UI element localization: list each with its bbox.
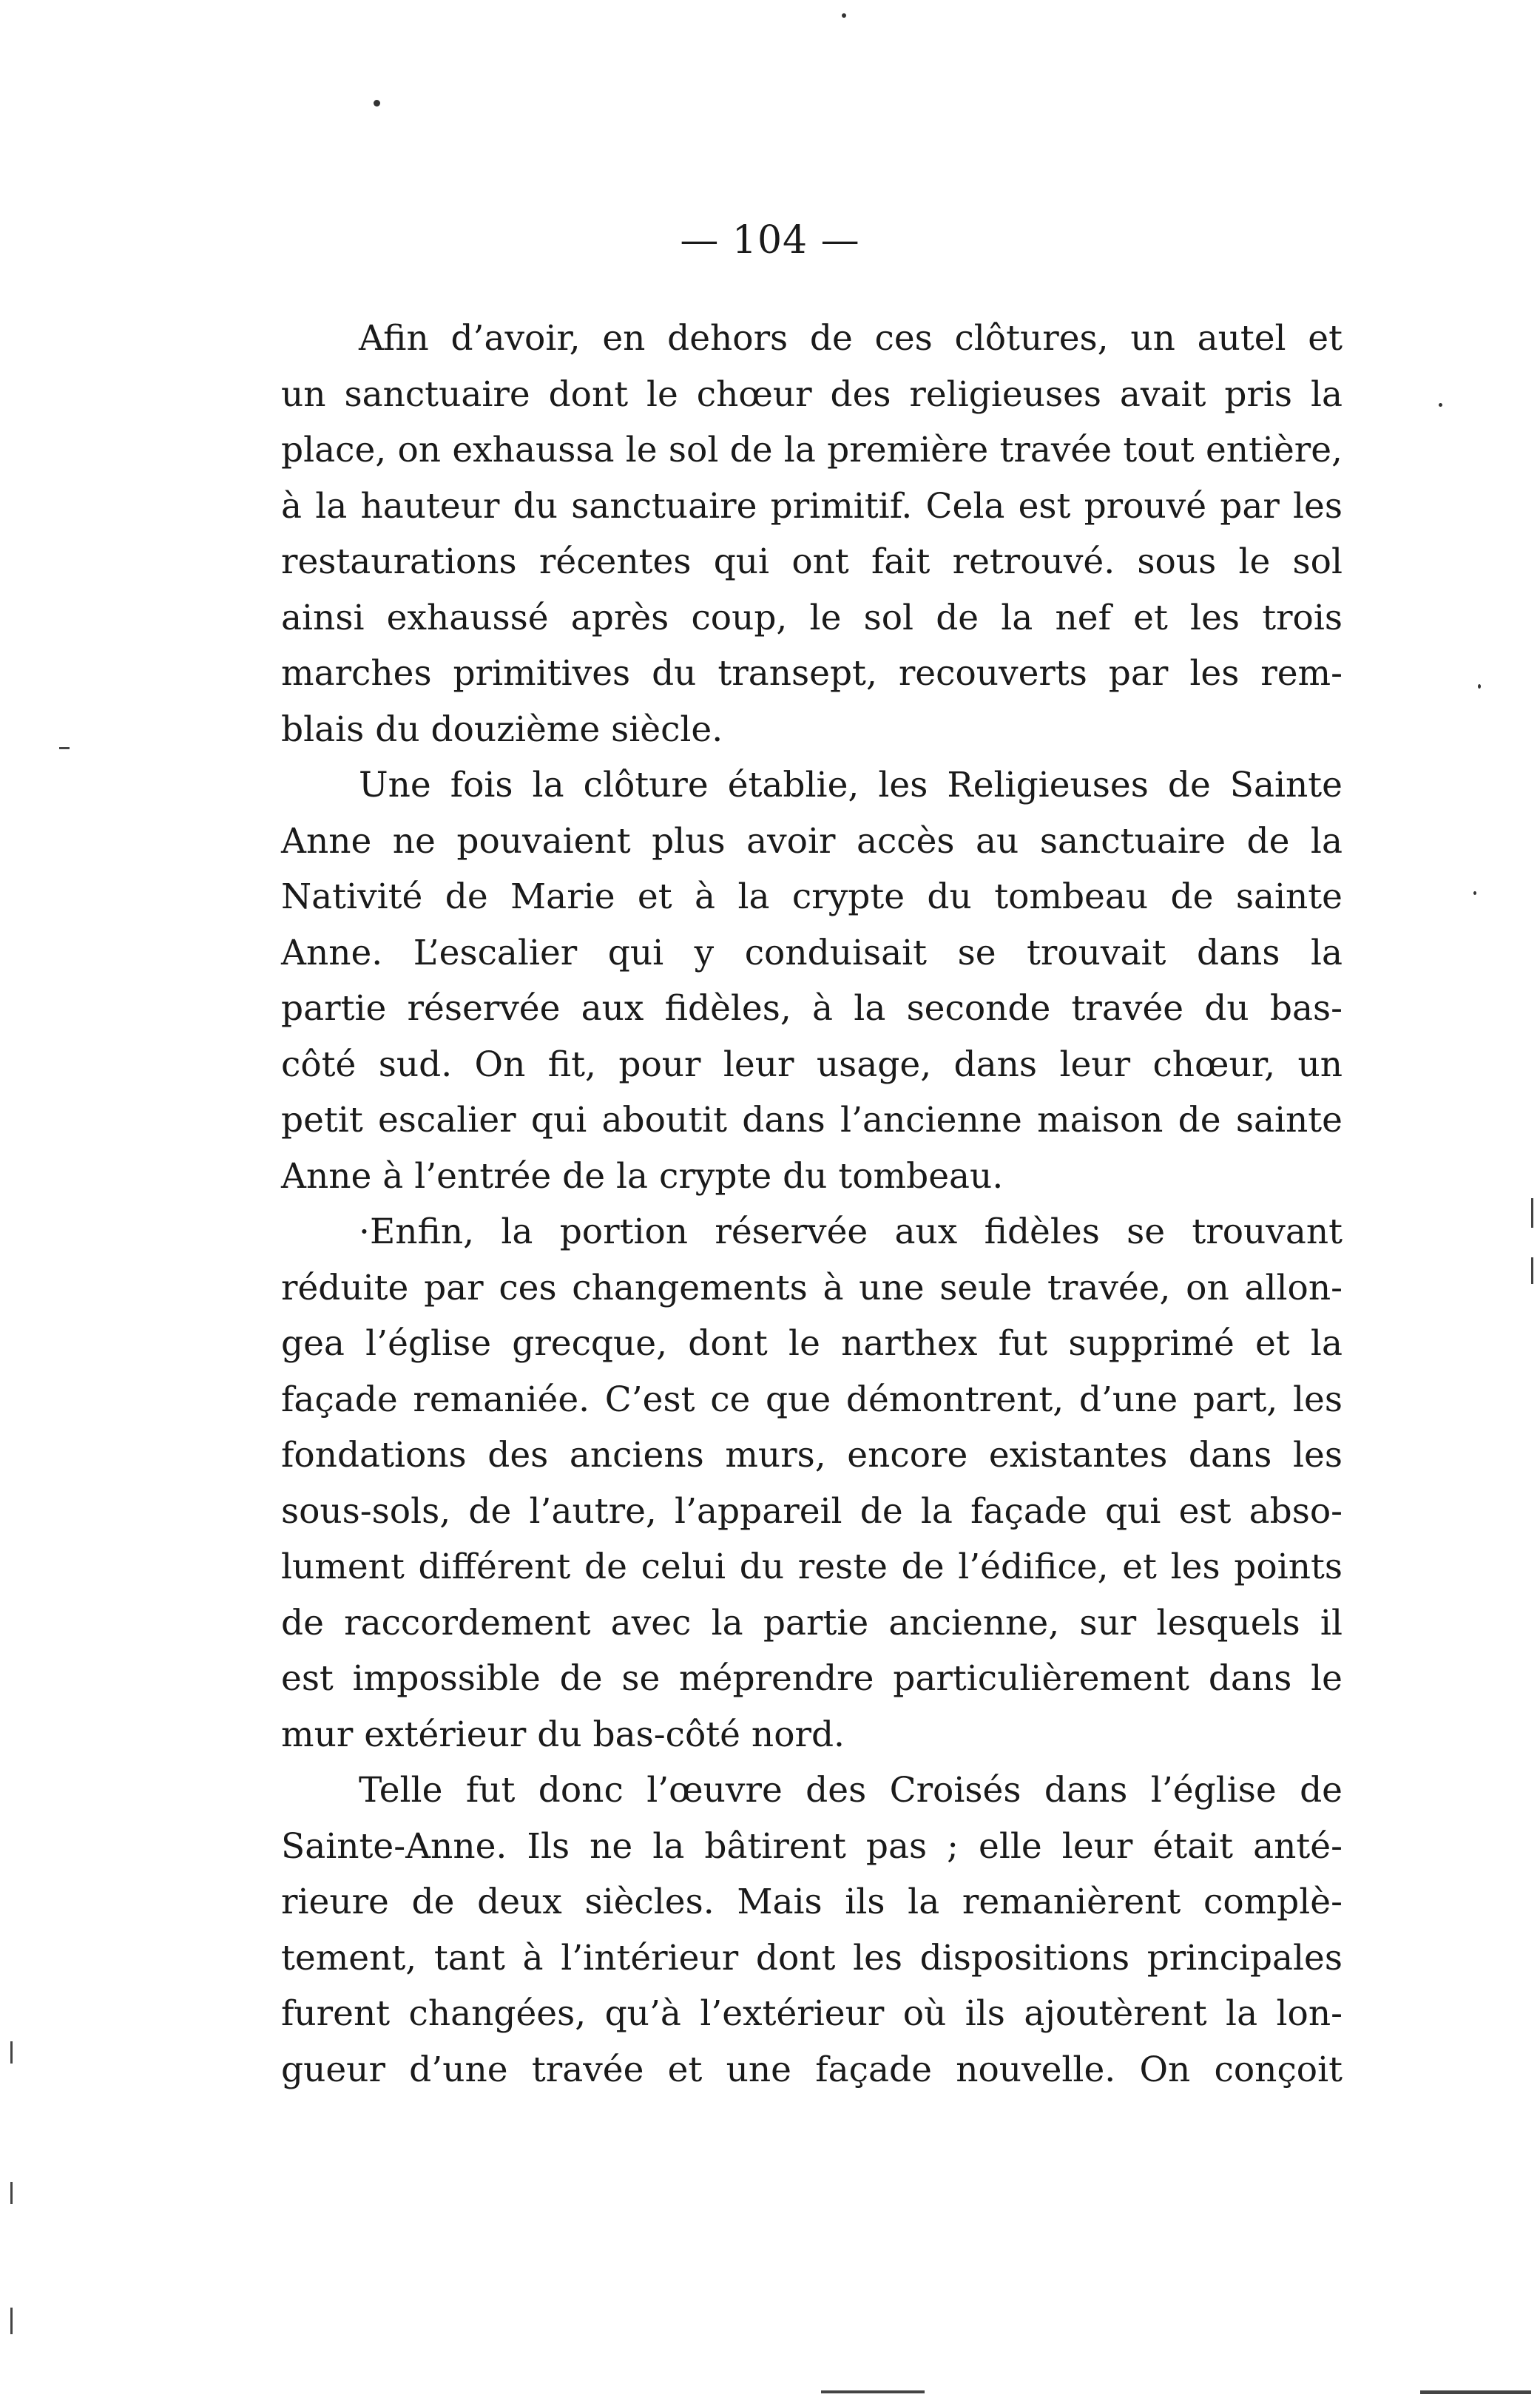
paragraph-3 (281, 1204, 1343, 1762)
scan-mark (59, 747, 70, 749)
text-line: Anne ne pouvaient plus avoir accès au sanctuaire de la (281, 820, 1343, 862)
text-line: Une fois la clôture établie, les Religieuses de Sainte (359, 765, 1343, 805)
text-line: Nativité de Marie et à la crypte du tombeau de sainte (281, 876, 1343, 917)
text-line: gueur d’une travée et une façade nouvelle. On conçoit (281, 2049, 1343, 2090)
body-text (281, 311, 1343, 2098)
text-line: marches primitives du transept, recouverts par les rem- (281, 653, 1343, 694)
scan-speck (374, 100, 380, 107)
scan-mark (10, 2182, 13, 2204)
text-line: Telle fut donc l’œuvre des Croisés dans l’église de (359, 1770, 1343, 1811)
scan-speck (1473, 891, 1476, 895)
text-line: furent changées, qu’à l’extérieur où ils ajoutèrent la lon- (281, 1993, 1343, 2034)
text-line: Afin d’avoir, en dehors de ces clôtures, un autel et (359, 318, 1343, 359)
text-line: réduite par ces changements à une seule travée, on allon- (281, 1267, 1343, 1308)
text-line: façade remaniée. C’est ce que démontrent, d’une part, les (281, 1379, 1343, 1420)
text-line: de raccordement avec la partie ancienne, sur lesquels il (281, 1602, 1343, 1643)
text-line: à la hauteur du sanctuaire primitif. Cela est prouvé par les (281, 485, 1343, 527)
scan-mark (10, 2041, 13, 2064)
text-line: fondations des anciens murs, encore existantes dans les (281, 1435, 1343, 1476)
scan-speck (1478, 684, 1481, 689)
text-line: partie réservée aux fidèles, à la seconde travée du bas- (281, 988, 1343, 1029)
text-line: restaurations récentes qui ont fait retrouvé. sous le sol (281, 541, 1343, 582)
text-line: Sainte-Anne. Ils ne la bâtirent pas ; elle leur était anté- (281, 1825, 1343, 1867)
text-line: un sanctuaire dont le chœur des religieuses avait pris la (281, 374, 1343, 415)
text-line: gea l’église grecque, dont le narthex fut supprimé et la (281, 1323, 1343, 1364)
scan-mark (1531, 1257, 1533, 1284)
text-line: tement, tant à l’intérieur dont les dispositions principales (281, 1937, 1343, 1978)
scan-mark (821, 2390, 925, 2393)
paragraph-1 (281, 311, 1343, 757)
text-line: sous-sols, de l’autre, l’appareil de la façade qui est abso- (281, 1490, 1343, 1532)
text-line: est impossible de se méprendre particulièrement dans le (281, 1658, 1343, 1699)
text-line: petit escalier qui aboutit dans l’ancienne maison de sainte (281, 1100, 1343, 1140)
scan-mark (1420, 2390, 1531, 2394)
scan-mark (10, 2308, 13, 2334)
paragraph-2 (281, 757, 1343, 1204)
text-line: lument différent de celui du reste de l’édifice, et les points (281, 1547, 1343, 1587)
scan-mark (1531, 1198, 1533, 1228)
text-line: blais du douzième siècle. (281, 709, 723, 750)
scan-speck (1439, 403, 1442, 407)
text-line: rieure de deux siècles. Mais ils la remanièrent complè- (281, 1882, 1343, 1922)
page-number: — 104 — (680, 218, 860, 263)
text-line: Anne. L’escalier qui y conduisait se trouvait dans la (281, 932, 1343, 973)
text-line: côté sud. On fit, pour leur usage, dans leur chœur, un (281, 1044, 1343, 1085)
scan-speck (842, 13, 846, 18)
text-line: Anne à l’entrée de la crypte du tombeau. (281, 1155, 1004, 1197)
text-line: ainsi exhaussé après coup, le sol de la nef et les trois (281, 597, 1343, 638)
text-line: ·Enfin, la portion réservée aux fidèles se trouvant (359, 1211, 1343, 1252)
paragraph-4 (281, 1762, 1343, 2098)
text-line: place, on exhaussa le sol de la première travée tout entière, (281, 430, 1343, 470)
text-line: mur extérieur du bas-côté nord. (281, 1714, 845, 1755)
